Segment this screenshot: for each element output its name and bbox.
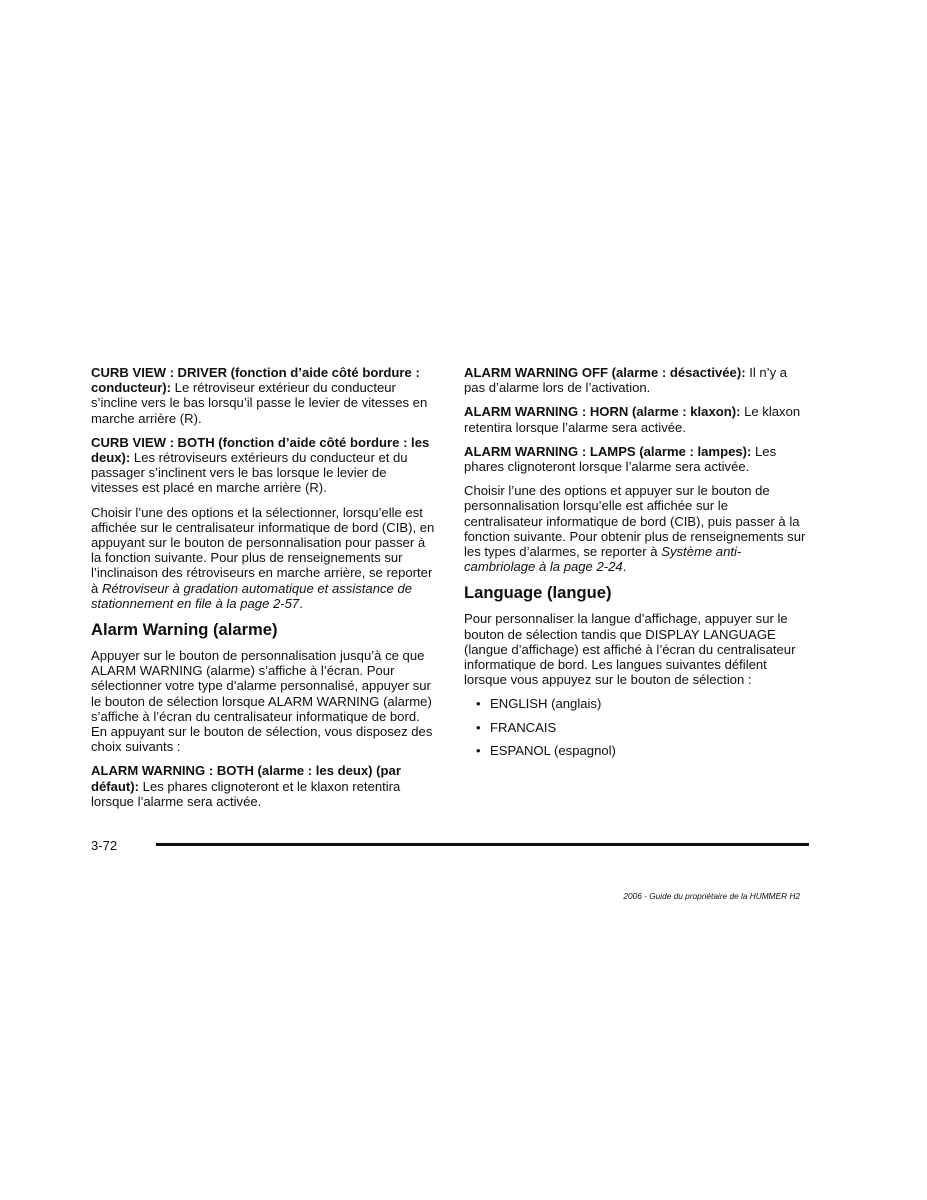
alarm-instructions-paragraph xyxy=(464,483,810,574)
curb-view-instructions-paragraph xyxy=(91,505,437,611)
alarm-both-text: Les phares clignoteront et le klaxon retentira lorsque l’alarme sera activée. xyxy=(91,778,401,809)
sentence-period: . xyxy=(299,595,303,611)
language-option-english: ENGLISH (anglais) xyxy=(490,696,602,712)
alarm-off-text: Il n’y a pas d’alarme lors de l’activation. xyxy=(464,365,788,396)
language-intro-paragraph xyxy=(464,611,810,687)
curb-view-instructions-text: Choisir l’une des options et la sélectionner, lorsqu’elle est affichée sur le centralisateur informatique de bord (CIB), en appuyant sur le bouton de personnalisation pour passer à la fonction suivante. Pour plus de renseignements sur l’inclinaison des rétroviseurs en marche arrière, se reporter à xyxy=(91,504,435,596)
alarm-horn-term: ALARM WARNING : HORN (alarme : klaxon): xyxy=(464,404,741,420)
right-column xyxy=(464,365,810,766)
curb-view-driver-term: CURB VIEW : DRIVER (fonction d’aide côté bordure : conducteur): xyxy=(91,365,420,396)
alarm-warning-intro-paragraph xyxy=(91,648,437,754)
curb-view-both-term: CURB VIEW : BOTH (fonction d’aide côté bordure : les deux): xyxy=(91,434,430,466)
curb-view-driver-text: Le rétroviseur extérieur du conducteur s’incline vers le bas lorsqu’il passe le levier de vitesses en marche arrière (R). xyxy=(91,380,428,426)
alarm-warning-heading: Alarm Warning (alarme) xyxy=(91,620,278,640)
bullet-icon: • xyxy=(476,696,481,712)
alarm-instructions-text: Choisir l’une des options et appuyer sur le bouton de personnalisation lorsqu’elle est affichée sur le centralisateur informatique de bord (CIB), puis passer à la fonction suivante. Pour obtenir plus de renseignements sur les types d’alarmes, se reporter à xyxy=(464,483,806,560)
theft-system-cross-reference: Système anti-cambriolage à la page 2-24 xyxy=(464,544,742,575)
page-number: 3-72 xyxy=(91,838,118,853)
list-item xyxy=(464,743,810,758)
alarm-warning-intro-text: Appuyer sur le bouton de personnalisation jusqu’à ce que ALARM WARNING (alarme) s’affiche à l’écran. Pour sélectionner votre type d’alarme personnalisé, appuyer sur le bouton de sélection lorsque ALARM WARNING (alarme) s’affiche à l’écran du centralisateur informatique de bord. En appuyant sur le bouton de sélection, vous disposez des choix suivants : xyxy=(91,648,433,755)
language-list xyxy=(464,696,810,758)
alarm-lamps-text: Les phares clignoteront lorsque l’alarme sera activée. xyxy=(464,443,777,475)
footer-caption: 2006 - Guide du propriétaire de la HUMMER H2 xyxy=(623,891,800,901)
language-option-spanish: ESPANOL (espagnol) xyxy=(490,742,616,758)
bullet-icon: • xyxy=(476,719,481,735)
list-item xyxy=(464,696,810,711)
language-heading: Language (langue) xyxy=(464,583,612,603)
list-item xyxy=(464,720,810,735)
alarm-off-paragraph xyxy=(464,365,810,395)
mirror-cross-reference: Rétroviseur à gradation automatique et assistance de stationnement en file à la page 2-57 xyxy=(91,580,413,611)
alarm-both-term: ALARM WARNING : BOTH (alarme : les deux) (par défaut): xyxy=(91,763,401,794)
curb-view-driver-paragraph xyxy=(91,365,437,426)
alarm-lamps-paragraph xyxy=(464,444,810,474)
curb-view-both-text: Les rétroviseurs extérieurs du conducteur et du passager s’inclinent vers le bas lorsque le levier de vitesses est placé en marche arrière (R). xyxy=(91,450,408,496)
alarm-horn-text: Le klaxon retentira lorsque l’alarme sera activée. xyxy=(464,404,801,435)
alarm-lamps-term: ALARM WARNING : LAMPS (alarme : lampes): xyxy=(464,443,752,459)
sentence-period: . xyxy=(622,559,627,575)
alarm-both-paragraph xyxy=(91,763,437,809)
left-column xyxy=(91,365,437,818)
curb-view-both-paragraph xyxy=(91,435,437,496)
bullet-icon: • xyxy=(476,742,481,758)
language-option-french: FRANCAIS xyxy=(490,719,557,735)
footer-rule xyxy=(156,843,809,846)
alarm-off-term: ALARM WARNING OFF (alarme : désactivée): xyxy=(464,365,746,380)
language-intro-text: Pour personnaliser la langue d’affichage, appuyer sur le bouton de sélection tandis que DISPLAY LANGUAGE (langue d’affichage) est affiché à l’écran du centralisateur informatique de bord. Les langues suivantes défilent lorsque vous appuyez sur le bouton de sélection : xyxy=(464,611,796,688)
alarm-horn-paragraph xyxy=(464,404,810,434)
